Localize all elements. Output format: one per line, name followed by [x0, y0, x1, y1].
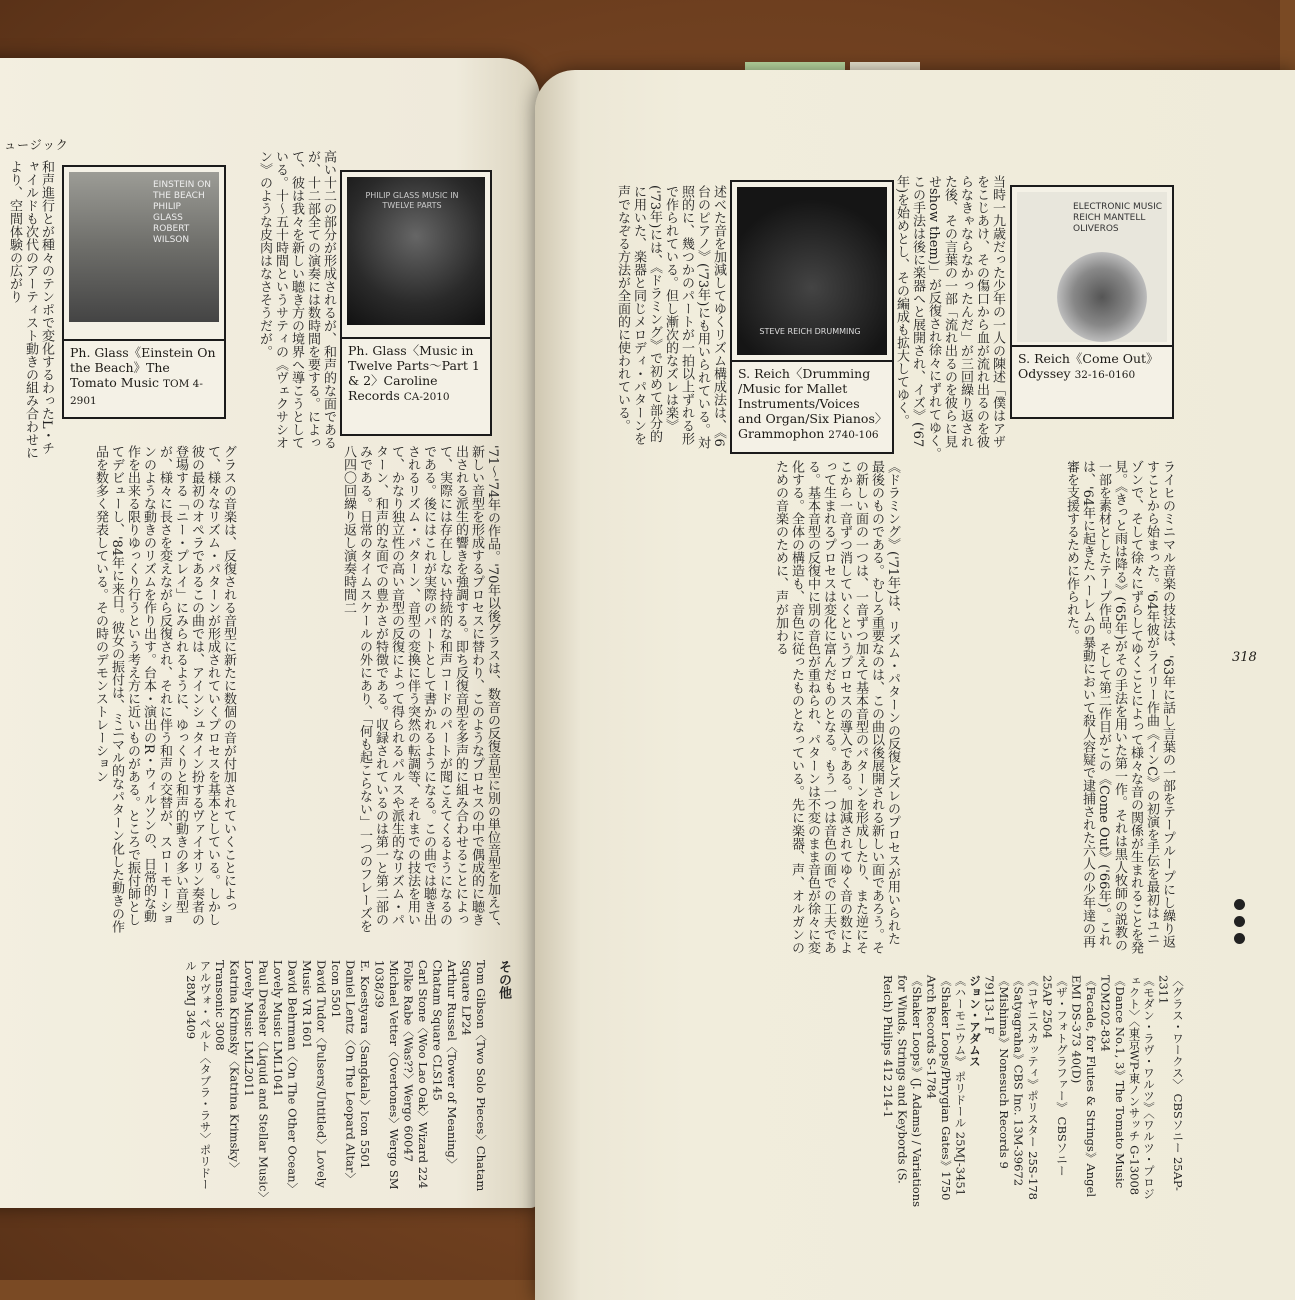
album-einstein: [62, 165, 226, 419]
left-col-2: '71〜'74年の作品。'70年以後グラスは、数音の反復音型に別の単位音型を加えて、新しい音型を形成するプロセスに替わり、このようなプロセスの中で偶成的に聴き出される派生的響きを強調する。即ち反復音型を多声的に組み合わせることによって、実際には存在しない持続的な和声コードのパートが聞こえてくるようになるのである。後にはこれが実際のパートとして書かれるようになる。この曲では聴き出されるリズム・パターン、音型の変換に伴う突然の転調等、それまでの技法を用いて、かなり独立性の高い音型の反復によって得られるパルスや派生的なリズム・パターン、和声的な面での豊かさが特徴である。収録されているのは第一と第二部のみである。日常のタイムスケールの外にあり、「何も起こらない」一つのフレーズを八四〇回繰り返し演奏時間二: [341, 445, 500, 935]
disc-entry: 《ハーモニウム》 ポリドール 25MJ-3451: [953, 975, 968, 1196]
disc-entry: 〈グラス・ワークス〉 CBSソニー 25AP-2311: [1156, 975, 1185, 1191]
discography-list: [100, 960, 488, 1200]
cover-text: EINSTEIN ON THE BEACH PHILIP GLASS ROBERT WILSON: [153, 180, 212, 245]
album-caption: [732, 360, 892, 447]
disc-entry: 《Mishima》Nonesuch Records 9 79113-1 F: [982, 975, 1011, 1169]
catalog-number: 32-16-0160: [1074, 369, 1136, 381]
album-caption: [64, 339, 224, 413]
discography-list: [740, 975, 1185, 1210]
left-edge-text: 和声進行とが種々のテンポで変化するわったL・チャイルドも次代のアーティスト動きの組み合わせにより、空間体験の広がり: [7, 160, 54, 459]
disc-entry: 《Shaker Loops/Phrygian Gates》1750 Arch Records S-1784: [924, 975, 953, 1201]
left-col-3: グラスの音楽は、反復される音型に新たに数個の音が付加されていくことによって、様々なリズム・パターンが形成されていくプロセスを基本としている。しかし彼の最初のオペラであるこの曲では、アインシュタイン扮するヴァイオリン奏者の登場する「ニー・プレイ」にみられるように、ゆっくりと和声的動きの多い音型が、様々に長さを変えながら反復され、それに伴う和声の交替が、スローモーションのような動きのリズムを作り出す。台本・演出のR・ウィルソンの、日常的な動作を出来る限りゆっくり行うという考え方に近いものがある。ところで振付師としてデビューし、'84年に来日。彼女の振付は、ミニマル的なパターン化した動きの作品を数多く発表している。その時のデモンストレーション: [93, 445, 236, 934]
album-cover-image: [737, 187, 887, 355]
disc-entry: David Behrman〈On The Other Ocean〉Lovely Music LML1041: [271, 960, 300, 1194]
disc-entry: 《Dance No.1, 3》The Tomato Music TOM202-834: [1098, 975, 1127, 1189]
disc-entry: 《モダン・ラヴ・ワルツ》〈ワルツ・プロジェクト〉〈東京WP-東ノンサッチ G-13008: [1127, 975, 1156, 1200]
caption-text: Ph. Glass〈Music in Twelve Parts～Part 1 & 2〉Caroline Records: [348, 343, 480, 403]
album-cover-image: [69, 172, 219, 322]
right-top-col: 当時一九歳だった少年の一人の陳述「僕はアザをこじあけ、その傷口から血が流れ出るのを彼らなきゃならなかったんだ」が三回繰り返された後、その言葉の一部「流れ出るのを彼らに見せshow them)」が反復され徐々にずれてゆく。この手法は後に楽器へと展開され、イズ》('67年)を始めとし、その編成も拡大してゆく。: [894, 175, 1005, 460]
disc-entry: Tom Gibson〈Two Solo Pieces〉Chatam Square LP24: [459, 960, 488, 1192]
right-top-mid-col: 述べた音を加減してゆくリズム構成法は、《6台のピアノ》('73年)にも用いられている。対照的に、幾つかのパートが一拍以上ずれる形で作られている。但し漸次的なズレは楽》('73年)には、《ドラミング》で初めて部分的に用いた、楽器と同じメロディ・パターンを声でなぞる方法が全面的に使われている。: [615, 185, 726, 450]
disc-entry: Folke Rabe〈Was??〉Wergo 60047: [401, 960, 416, 1162]
discography-heading: その他: [496, 960, 511, 999]
cover-text: PHILIP GLASS MUSIC IN TWELVE PARTS: [365, 191, 459, 210]
album-come-out: [1010, 185, 1174, 419]
cover-text: ELECTRONIC MUSIC REICH MANTELL OLIVEROS: [1073, 202, 1163, 234]
disc-entry: David Tudor〈Pulsers/Untitled〉Lovely Music VR 1601: [300, 960, 329, 1188]
left-col-1: 高い十二の部分が形成されるが、和声的な面であるが、十二部全ての演奏には数時間を要する。によって、彼は我々を新しい聴き方の境界へ導こうとしている。十〜五十時間というサティの《ヴェクサシオン》のような皮肉はなさそうだが。: [257, 150, 336, 449]
caption-text: Ph. Glass《Einstein On the Beach》The Tomato Music: [70, 345, 216, 390]
disc-entry: Arthur Russel〈Tower of Meaning〉Chatam Square CLS145: [430, 960, 459, 1170]
album-cover-image: [347, 177, 485, 325]
disc-entry: アルヴォ・ペルト〈タブラ・ラサ〉ポリドール 28MJ 3409: [184, 960, 213, 1190]
right-discography: [740, 975, 1185, 1210]
caption-text: S. Reich《Come Out》Odyssey: [1018, 351, 1159, 381]
disc-entry: 《Shaker Loops》(J. Adams) / Variations for Winds, Strings and Keybords (S. Reich) Philips 412 214-1: [881, 975, 924, 1207]
disc-entry: E. Koestyara〈Sangkala〉Icon 5501: [358, 960, 372, 1170]
catalog-number: 2740-106: [828, 429, 879, 441]
disc-section-heading: ジョン・アダムス: [968, 975, 982, 1067]
caption-text: S. Reich〈Drumming /Music for Mallet Instruments/Voices and Organ/Six Pianos〉Grammophon: [738, 366, 882, 441]
cover-circle-graphic: [1057, 252, 1147, 342]
disc-entry: 《コヤニスカッティ》ポリスター 25S-178: [1026, 975, 1040, 1200]
disc-entry: Paul Dresher〈Liquid and Stellar Music〉Lovely Music LML2011: [242, 960, 271, 1198]
album-caption: [342, 337, 490, 409]
disc-entry: Michael Vetter〈Overtones〉Wergo SM 1038/39: [372, 960, 401, 1190]
disc-entry: 《ザ・フォトグラファー》 CBSソニー 25AP 2504: [1040, 975, 1069, 1177]
page-number: 318: [1232, 650, 1257, 665]
disc-entry: 《Facade, for Flutes & Strings》Angel EMI DS-373 40(D): [1069, 975, 1098, 1198]
album-drumming: [730, 180, 894, 454]
continuation-dots: [1234, 893, 1248, 950]
album-twelve-parts: [340, 170, 492, 436]
disc-entry: Daniel Lentz〈On The Leopard Altar〉Icon 5501: [329, 960, 358, 1184]
disc-entry: 《Satyagraha》CBS Inc. 13M-39672: [1011, 975, 1026, 1187]
album-cover-image: [1017, 192, 1167, 342]
disc-entry: Carl Stone〈Woo Lao Oak〉Wizard 224: [416, 960, 430, 1189]
right-main-col-2: 《ドラミング》('71年)は、リズム・パターンの反復とズレのプロセスが用いられた最後のものである。むしろ重要なのは、この曲以後展開される新しい面であろう。その新しい面の一つは、一音ずつ加えて基本音型のパターンを形成したり、また逆にそこから一音ずつ消していくというプロセスの導入である。加減されてゆく音の数によって生まれるプロセスは変化に富んだものとなる。もう一つは音色の面での工夫である。基本音型の反復中に別の音色が重ねられ、パターンは不変のまま音色が徐々に変化する。全体の構造も、音色に従ったものとなっている。先に楽器、声、オルガンのための音楽のために、声が加わる: [773, 460, 900, 954]
left-discography: [100, 960, 510, 1200]
catalog-number: CA-2010: [403, 391, 450, 403]
cover-text: STEVE REICH DRUMMING: [759, 327, 861, 336]
disc-entry: Katrina Krimsky〈Katrina Krimsky〉Transonic 3008: [213, 960, 242, 1174]
right-main-col-1: ライヒのミニマル音楽の技法は、'63年に話し言葉の一部をテープループにし繰り返すことから始まった。'64年彼がライリー作曲《インC》の初演を手伝を最初はユニゾンで、そして徐々にずらしてゆくことによって様々な音の関係が生まれることを発見。《きっと雨は降る》('65年)がその手法を用いた第一作。それは黒人牧師の説教の一部を素材としたテープ作品。そして第二作目がこの《Come Out》('66年)。これは、'64年に起きたハーレムの暴動において殺人容疑で逮捕された六人の少年達の再審を支援するために作られた。: [1064, 460, 1175, 954]
catalog-number: TOM 4-2901: [70, 378, 203, 407]
album-caption: [1012, 345, 1172, 387]
running-header: ュージック: [4, 138, 69, 152]
